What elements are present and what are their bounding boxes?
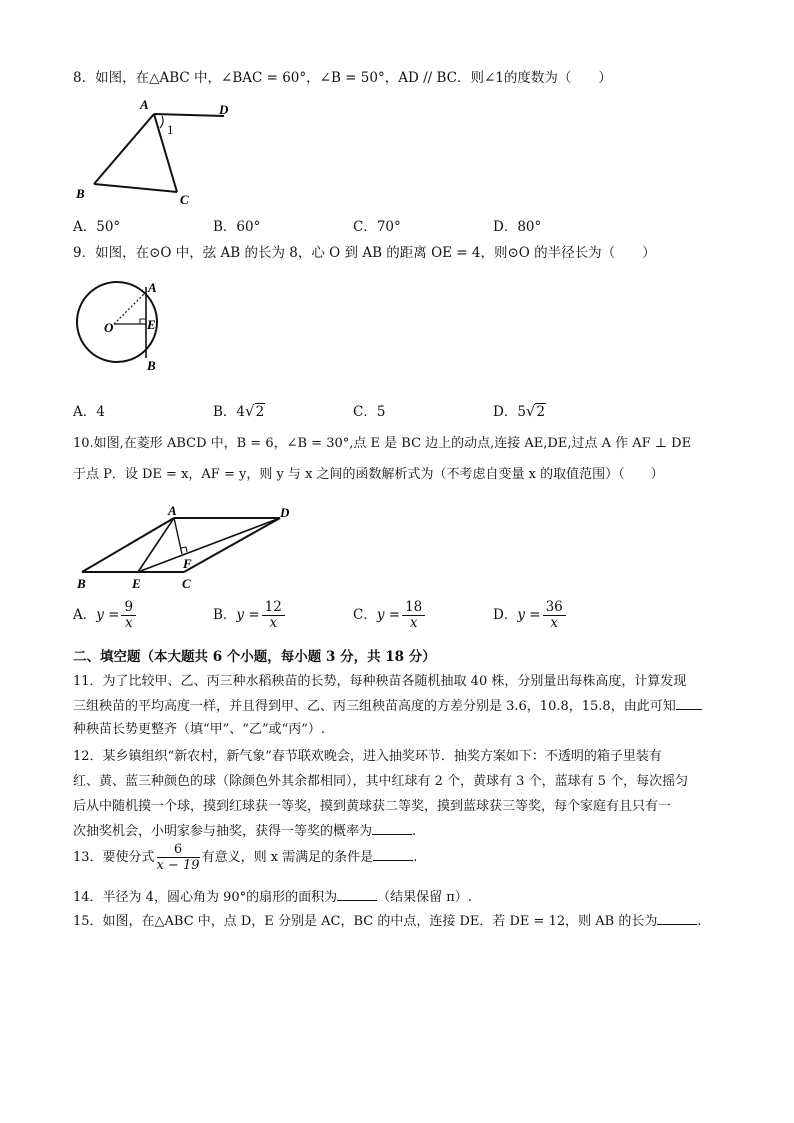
q8-triangle-figure [72, 92, 237, 207]
q11-line1: 11．为了比较甲、乙、丙三种水稻秧苗的长势，每种秧苗各随机抽取 40 株，分别量出每株高度，计算发现 [73, 674, 687, 689]
q8-stem: 8．如图，在△ABC 中，∠BAC = 60°，∠B = 50°，AD // BC．则∠1的度数为（ ） [73, 70, 612, 86]
q10-rhombus-figure [72, 502, 297, 597]
q10-option-c-lhs: y = [376, 607, 401, 623]
q15-answer-blank[interactable] [657, 912, 697, 925]
q8-option-a: A．50° [73, 219, 121, 235]
q12-line1: 12．某乡镇组织“新农村，新气象”春节联欢晚会，进入抽奖环节．抽奖方案如下：不透明的箱子里装有 [73, 749, 662, 764]
q10-option-b-den: x [269, 615, 278, 631]
q10-option-d-lhs: y = [517, 607, 541, 623]
q10-option-c-num: 18 [402, 600, 425, 616]
q9-option-b-coef: B．4 [213, 404, 246, 420]
q10-option-b [213, 600, 287, 631]
q10-label-F: F [183, 556, 192, 571]
q9-option-a: A．4 [73, 404, 105, 420]
q10-label-C: C [182, 576, 191, 591]
q13-pre: 13．要使分式 [73, 850, 155, 865]
q12-answer-blank[interactable] [372, 822, 412, 835]
q13-post: 有意义，则 x 需满足的条件是 [201, 850, 374, 865]
q8-label-angle1: 1 [167, 122, 174, 137]
q9-option-b-radicand: 2 [255, 404, 265, 420]
section-heading: 二、填空题（本大题共 6 个小题，每小题 3 分，共 18 分） [73, 649, 436, 665]
q9-circle-figure [72, 264, 167, 379]
q8-label-C: C [180, 192, 189, 207]
q13-line [73, 842, 417, 873]
q10-label-B: B [77, 576, 86, 591]
q10-option-a-den: x [124, 615, 133, 631]
q9-label-B: B [147, 358, 156, 373]
q14-post: （结果保留 π）. [377, 890, 472, 905]
q10-option-c-den: x [409, 615, 418, 631]
q10-option-d-den: x [550, 615, 558, 631]
q11-line3: 种秧苗长势更整齐（填“甲”、“乙”或“丙”）. [73, 722, 326, 737]
q9-option-d-coef: D．5 [493, 404, 526, 420]
q8-label-D: D [219, 102, 229, 117]
q10-option-a-num: 9 [121, 600, 136, 616]
q9-option-d-radicand: 2 [536, 404, 546, 420]
q10-option-a-lhs: y = [96, 607, 120, 623]
q10-option-d [493, 600, 568, 631]
q10-option-b-lhs: y = [236, 607, 260, 623]
q12-line4 [73, 820, 416, 839]
q10-label-A: A [168, 503, 177, 518]
q10-label-E: E [132, 576, 141, 591]
q10-option-a [73, 600, 138, 631]
q10-option-b-num: 12 [262, 600, 285, 616]
q14-text: 14．半径为 4，圆心角为 90°的扇形的面积为 [73, 890, 338, 905]
q9-label-O: O [104, 320, 114, 335]
q9-stem: 9．如图，在⊙O 中，弦 AB 的长为 8，心 O 到 AB 的距离 OE = 4，则⊙O 的半径长为（ ） [73, 245, 656, 261]
q13-fraction-num: 6 [157, 842, 200, 858]
q13-end: . [413, 850, 418, 865]
q8-label-A: A [140, 97, 149, 112]
q8-option-c: C．70° [353, 219, 401, 235]
q11-line2-text: 三组秧苗的平均高度一样，并且得到甲、乙、丙三组秧苗高度的方差分别是 3.6，10.8，15.8，由此可知 [73, 699, 676, 714]
q8-label-B: B [76, 186, 85, 201]
q10-option-c [353, 600, 427, 631]
q11-line2 [73, 695, 702, 714]
q10-option-d-num: 36 [543, 600, 566, 616]
q8-option-b: B．60° [213, 219, 261, 235]
q12-line2: 红、黄、蓝三种颜色的球（除颜色外其余都相同），其中红球有 2 个，黄球有 3 个，蓝球有 5 个，每次摇匀 [73, 774, 689, 789]
q11-answer-blank[interactable] [676, 697, 702, 710]
q10-stem-line2: 于点 P．设 DE = x，AF = y，则 y 与 x 之间的函数解析式为（不考虑自变量 x 的取值范围）（ ） [73, 467, 664, 482]
q10-option-a-label: A． [73, 607, 97, 623]
q8-option-d: D．80° [493, 219, 542, 235]
q9-label-A: A [148, 280, 157, 295]
q10-stem-line1: 10.如图,在菱形 ABCD 中，B = 6，∠B = 30°,点 E 是 BC 边上的动点,连接 AE,DE,过点 A 作 AF ⊥ DE [73, 436, 692, 451]
q12-line4-end: . [412, 824, 417, 839]
q10-label-D: D [280, 505, 290, 520]
q9-option-c: C．5 [353, 404, 386, 420]
q9-label-E: E [147, 317, 156, 332]
q9-option-b: B．4√2 [213, 402, 265, 420]
q14-answer-blank[interactable] [337, 888, 377, 901]
q10-option-d-label: D． [493, 607, 518, 623]
q10-option-c-label: C． [353, 607, 377, 623]
q13-fraction-den: x − 19 [156, 858, 200, 873]
q15-text: 15．如图，在△ABC 中，点 D，E 分别是 AC，BC 的中点，连接 DE．若 DE = 12，则 AB 的长为 [73, 914, 658, 929]
q15-end: . [697, 914, 702, 929]
q13-answer-blank[interactable] [373, 848, 413, 861]
q15-line [73, 910, 701, 929]
q12-line3: 后从中随机摸一个球，摸到红球获一等奖，摸到黄球获二等奖，摸到蓝球获三等奖，每个家庭有且只有一 [73, 799, 672, 814]
q10-option-b-label: B． [213, 607, 237, 623]
q12-line4-text: 次抽奖机会，小明家参与抽奖，获得一等奖的概率为 [73, 824, 373, 839]
q14-line [73, 886, 472, 905]
q9-option-d: D．5√2 [493, 402, 546, 420]
